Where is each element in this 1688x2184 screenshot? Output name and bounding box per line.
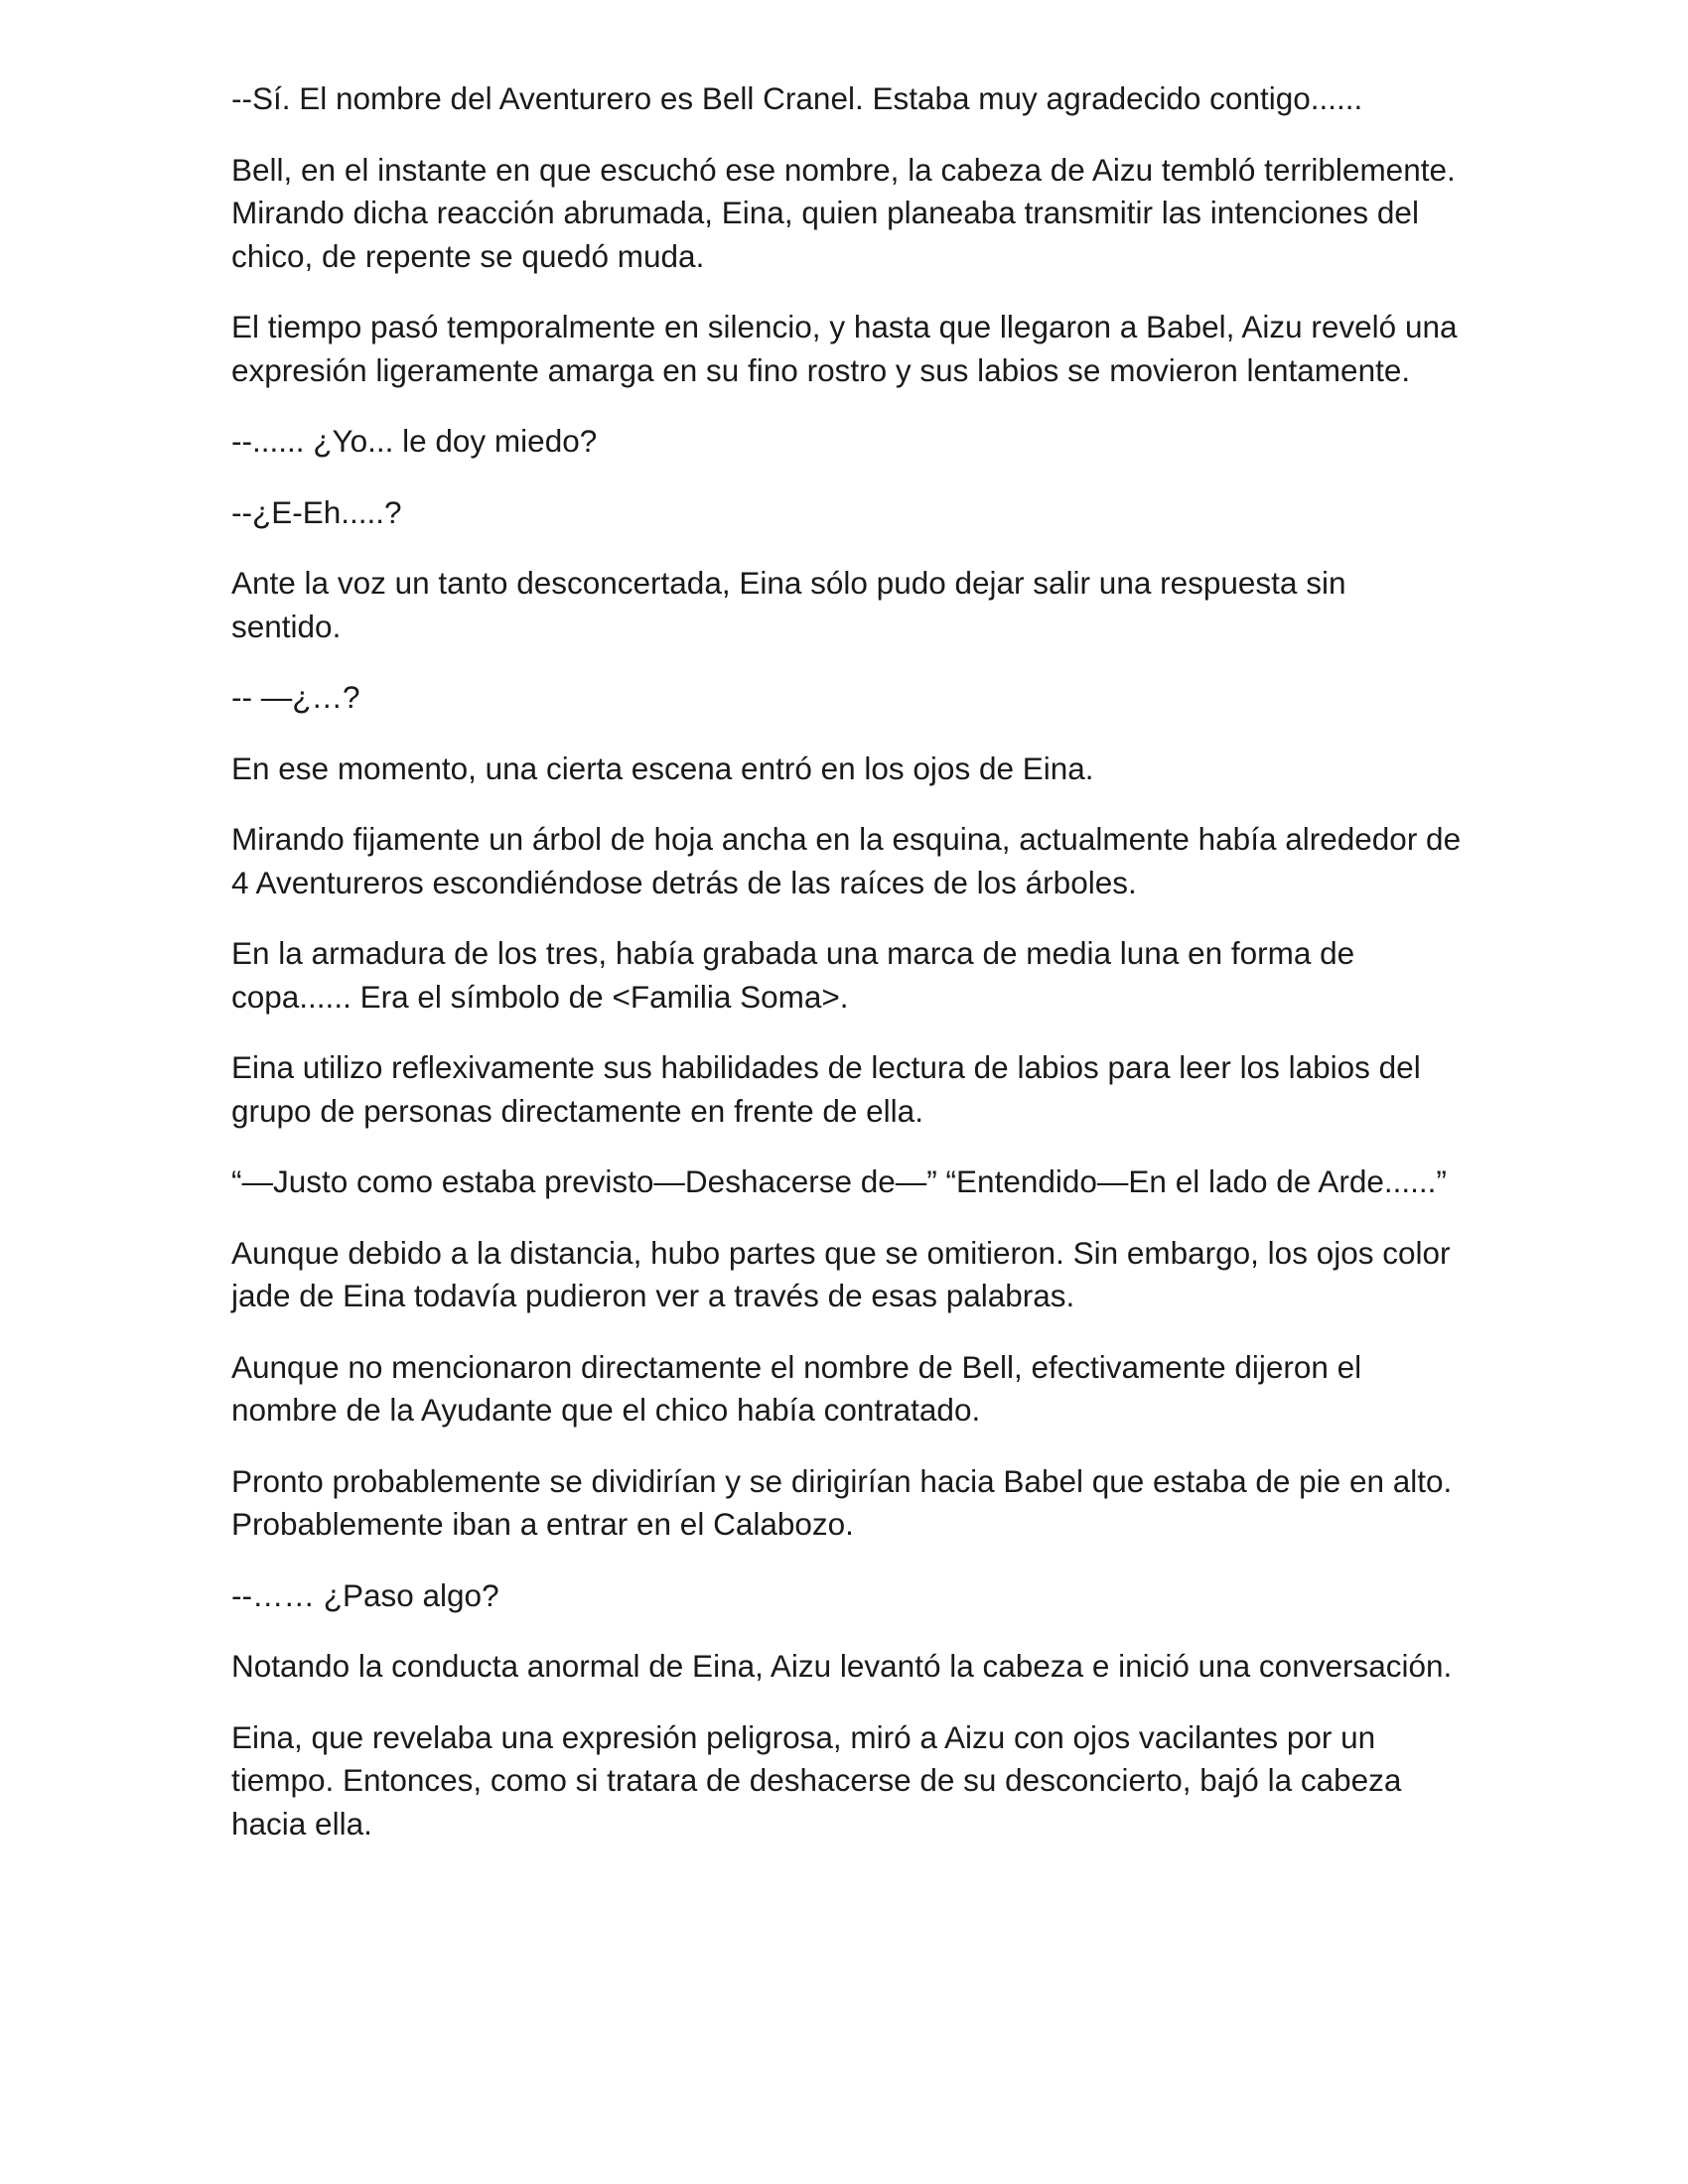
paragraph-18: Eina, que revelaba una expresión peligrosa, miró a Aizu con ojos vacilantes por un tiempo. Entonces, como si tratara de deshacerse de su desconcierto, bajó la cabeza hacia ella. — [231, 1718, 1402, 1842]
paragraph-1: --Sí. El nombre del Aventurero es Bell Cranel. Estaba muy agradecido contigo...... — [231, 80, 1363, 116]
paragraph-14: Aunque no mencionaron directamente el nombre de Bell, efectivamente dijeron el nombre de la Ayudante que el chico había contratado. — [231, 1348, 1362, 1428]
paragraph-12: “—Justo como estaba previsto—Deshacerse de—” “Entendido—En el lado de Arde......” — [231, 1163, 1447, 1199]
paragraph-16: --…… ¿Paso algo? — [231, 1576, 499, 1613]
paragraph-11: Eina utilizo reflexivamente sus habilidades de lectura de labios para leer los labios del grupo de personas directamente en frente de ella. — [231, 1049, 1421, 1129]
paragraph-6: Ante la voz un tanto desconcertada, Eina sólo pudo dejar salir una respuesta sin sentido. — [231, 565, 1346, 644]
paragraph-17: Notando la conducta anormal de Eina, Aizu levantó la cabeza e inició una conversación. — [231, 1648, 1453, 1684]
paragraph-15: Pronto probablemente se dividirían y se dirigirían hacia Babel que estaba de pie en alto. Probablemente iban a entrar en el Calabozo. — [231, 1462, 1453, 1542]
document-body — [231, 77, 1463, 1873]
paragraph-8: En ese momento, una cierta escena entró en los ojos de Eina. — [231, 750, 1094, 786]
paragraph-4: --...... ¿Yo... le doy miedo? — [231, 423, 598, 459]
paragraph-5: --¿E-Eh.....? — [231, 493, 402, 530]
paragraph-13: Aunque debido a la distancia, hubo partes que se omitieron. Sin embargo, los ojos color jade de Eina todavía pudieron ver a través de esas palabras. — [231, 1234, 1451, 1313]
paragraph-10: En la armadura de los tres, había grabada una marca de media luna en forma de copa...... Era el símbolo de <Familia Soma>. — [231, 935, 1355, 1015]
paragraph-7: -- —¿…? — [231, 679, 360, 715]
paragraph-3: El tiempo pasó temporalmente en silencio, y hasta que llegaron a Babel, Aizu reveló una expresión ligeramente amarga en su fino rostro y sus labios se movieron lentamente. — [231, 309, 1458, 388]
paragraph-2: Bell, en el instante en que escuchó ese nombre, la cabeza de Aizu tembló terriblemente. Mirando dicha reacción abrumada, Eina, quien planeaba transmitir las intenciones del chico, de repente se quedó muda. — [231, 151, 1456, 274]
paragraph-9: Mirando fijamente un árbol de hoja ancha en la esquina, actualmente había alrededor de 4 Aventureros escondiéndose detrás de las raíces de los árboles. — [231, 821, 1462, 900]
